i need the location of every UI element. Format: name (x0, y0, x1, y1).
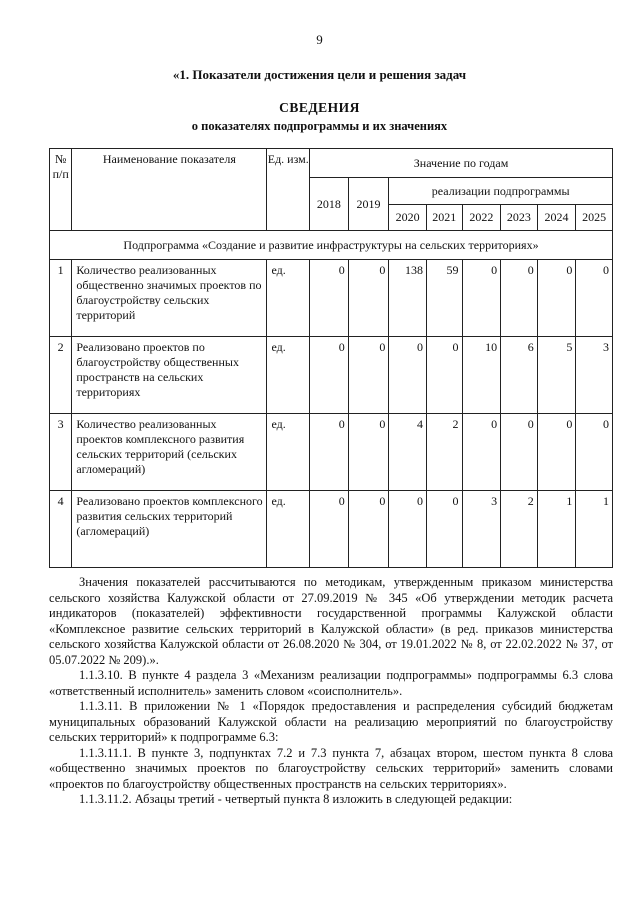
row-value: 0 (576, 260, 613, 337)
row-value: 0 (348, 414, 389, 491)
header-year: 2021 (426, 205, 462, 231)
row-value: 3 (576, 337, 613, 414)
row-value: 0 (389, 337, 427, 414)
row-value: 4 (389, 414, 427, 491)
row-value: 0 (310, 414, 349, 491)
row-unit: ед. (267, 260, 310, 337)
row-value: 0 (462, 414, 501, 491)
paragraph-1-1-3-11: 1.1.3.11. В приложении № 1 «Порядок предоставления и распределения субсидий бюджетам муниципальных образований Калужской области на реализацию мероприятий по благоустройству сельских территорий» к подпрограмме 6.3: (49, 699, 613, 744)
row-value: 0 (501, 414, 538, 491)
header-year: 2018 (310, 178, 349, 231)
header-year: 2025 (576, 205, 613, 231)
document-title: СВЕДЕНИЯ (279, 100, 360, 115)
header-name: Наименование показателя (72, 149, 267, 231)
header-year: 2022 (462, 205, 501, 231)
header-year: 2019 (348, 178, 389, 231)
row-value: 0 (310, 337, 349, 414)
header-unit: Ед. изм. (267, 149, 310, 231)
row-indicator-name: Реализовано проектов комплексного развития сельских территорий (агломераций) (72, 491, 267, 568)
row-value: 3 (462, 491, 501, 568)
page-number: 9 (316, 32, 323, 47)
header-year: 2020 (389, 205, 427, 231)
row-value: 6 (501, 337, 538, 414)
table-row (50, 260, 613, 337)
row-unit: ед. (267, 337, 310, 414)
row-value: 0 (501, 260, 538, 337)
row-value: 0 (310, 260, 349, 337)
row-number: 3 (50, 414, 72, 491)
row-value: 1 (537, 491, 576, 568)
row-value: 0 (348, 491, 389, 568)
header-year: 2024 (537, 205, 576, 231)
paragraph-methodology: Значения показателей рассчитываются по методикам, утвержденным приказом министерства сельского хозяйства Калужской области от 27.09.2019 № 345 «Об утверждении методик расчета индикаторов (показателей) эффективности государственной программы Калужской области «Комплексное развитие сельских территорий в Калужской области» (в ред. приказов министерства сельского хозяйства Калужской области от 26.08.2020 № 304, от 19.01.2022 № 8, от 22.02.2022 № 37, от 05.07.2022 № 209).». (49, 575, 613, 667)
row-value: 0 (537, 414, 576, 491)
row-value: 2 (426, 414, 462, 491)
row-unit: ед. (267, 414, 310, 491)
row-value: 0 (389, 491, 427, 568)
paragraph-1-1-3-11-1: 1.1.3.11.1. В пункте 3, подпунктах 7.2 и 7.3 пункта 7, абзацах втором, шестом пункта 8 слова «общественно значимых проектов по благоустройству сельских территорий» заменить словами «проектов по благоустройству общественных пространств на сельских территориях». (49, 745, 613, 791)
row-indicator-name: Количество реализованных общественно значимых проектов по благоустройству сельских территорий (72, 260, 267, 337)
table-row (50, 491, 613, 568)
row-value: 0 (537, 260, 576, 337)
section-heading: «1. Показатели достижения цели и решения задач (172, 67, 467, 82)
table-row (50, 414, 613, 491)
row-value: 0 (576, 414, 613, 491)
row-value: 0 (310, 491, 349, 568)
table-row (50, 337, 613, 414)
row-value: 2 (501, 491, 538, 568)
row-value: 0 (348, 337, 389, 414)
paragraph-1-1-3-11-2: 1.1.3.11.2. Абзацы третий - четвертый пункта 8 изложить в следующей редакции: (79, 792, 513, 806)
header-year: 2023 (501, 205, 538, 231)
subprogram-title: Подпрограмма «Создание и развитие инфраструктуры на сельских территориях» (50, 231, 613, 260)
row-number: 2 (50, 337, 72, 414)
row-value: 5 (537, 337, 576, 414)
row-unit: ед. (267, 491, 310, 568)
document-subtitle: о показателях подпрограммы и их значениях (191, 119, 448, 133)
row-value: 138 (389, 260, 427, 337)
row-value: 0 (426, 491, 462, 568)
body-text (49, 575, 613, 808)
row-value: 0 (462, 260, 501, 337)
header-values-by-year: Значение по годам (310, 149, 613, 178)
row-indicator-name: Количество реализованных проектов комплексного развития сельских территорий (сельских агломераций) (72, 414, 267, 491)
row-value: 0 (426, 337, 462, 414)
row-value: 1 (576, 491, 613, 568)
row-indicator-name: Реализовано проектов по благоустройству общественных пространств на сельских территориях (72, 337, 267, 414)
row-number: 4 (50, 491, 72, 568)
row-value: 0 (348, 260, 389, 337)
row-value: 59 (426, 260, 462, 337)
indicators-table (49, 148, 613, 568)
header-implementation: реализации подпрограммы (389, 178, 613, 205)
row-number: 1 (50, 260, 72, 337)
row-value: 10 (462, 337, 501, 414)
header-number: № п/п (50, 149, 72, 231)
paragraph-1-1-3-10: 1.1.3.10. В пункте 4 раздела 3 «Механизм реализации подпрограммы» подпрограммы 6.3 слова «ответственный исполнитель» заменить словом «соисполнитель». (49, 668, 613, 698)
